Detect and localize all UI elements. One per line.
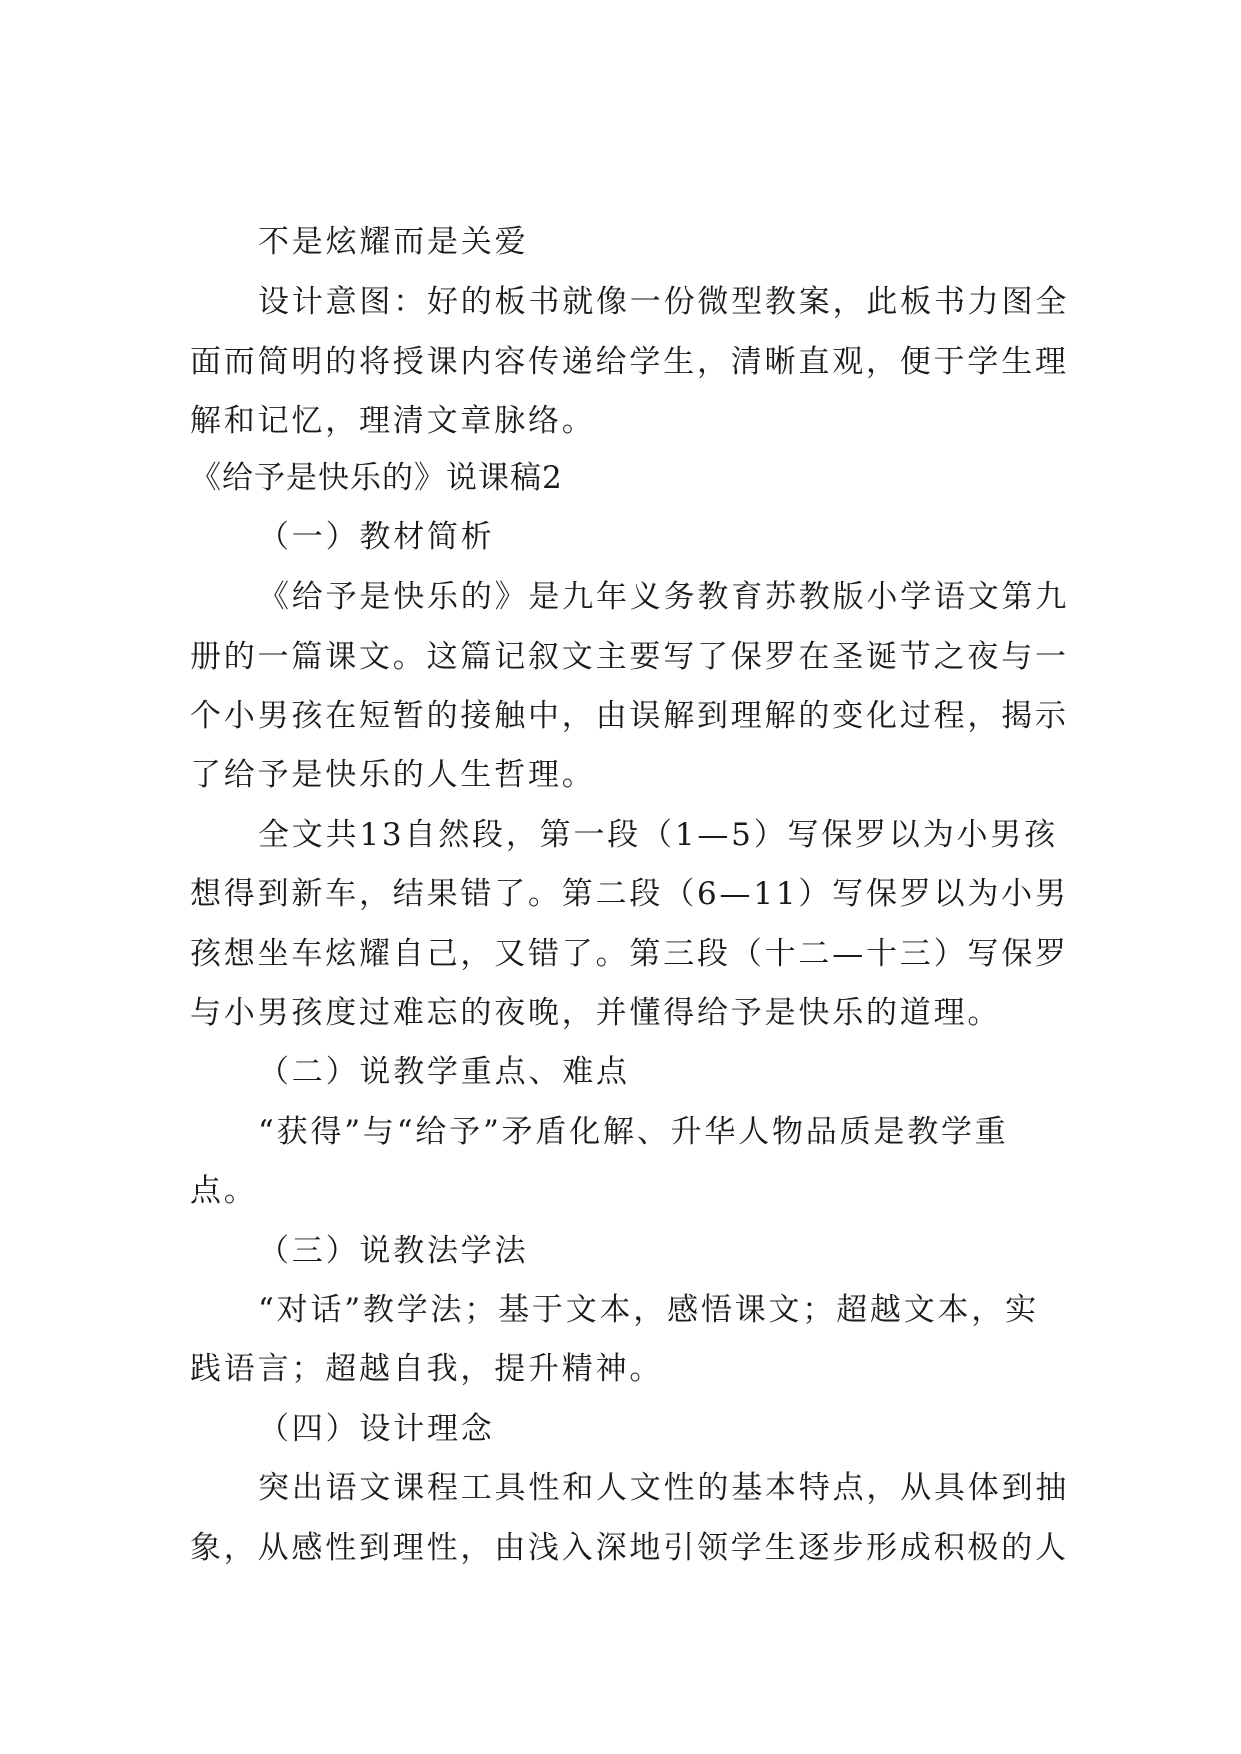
paragraph-line: “对话”教学法；基于文本，感悟课文；超越文本，实	[258, 1292, 1039, 1328]
section-heading: （二）说教学重点、难点	[258, 1054, 630, 1090]
paragraph-line: 点。	[190, 1173, 258, 1209]
section-heading: （一）教材简析	[258, 519, 495, 555]
paragraph-line: 册的一篇课文。这篇记叙文主要写了保罗在圣诞节之夜与一	[190, 639, 1069, 675]
paragraph-line: 全文共13自然段，第一段（1—5）写保罗以为小男孩	[258, 817, 1058, 853]
paragraph-line: 面而简明的将授课内容传递给学生，清晰直观，便于学生理	[190, 344, 1069, 380]
section-title: 《给予是快乐的》说课稿2	[190, 460, 563, 496]
paragraph-line: “获得”与“给予”矛盾化解、升华人物品质是教学重	[258, 1114, 1009, 1150]
paragraph-line: 象，从感性到理性，由浅入深地引领学生逐步形成积极的人	[190, 1530, 1069, 1566]
paragraph-line: 孩想坐车炫耀自己，又错了。第三段（十二—十三）写保罗	[190, 936, 1069, 972]
paragraph-line: 突出语文课程工具性和人文性的基本特点，从具体到抽	[258, 1470, 1070, 1506]
document-page	[190, 0, 1070, 1754]
section-heading: （三）说教法学法	[258, 1233, 529, 1269]
paragraph-line: 个小男孩在短暂的接触中，由误解到理解的变化过程，揭示	[190, 698, 1069, 734]
paragraph-line: 了给予是快乐的人生哲理。	[190, 757, 596, 793]
paragraph-line: 践语言；超越自我，提升精神。	[190, 1351, 664, 1387]
paragraph-line: 与小男孩度过难忘的夜晚，并懂得给予是快乐的道理。	[190, 995, 1002, 1031]
section-heading: （四）设计理念	[258, 1411, 495, 1447]
paragraph-line: 设计意图：好的板书就像一份微型教案，此板书力图全	[258, 284, 1070, 320]
paragraph-line: 《给予是快乐的》是九年义务教育苏教版小学语文第九	[258, 579, 1070, 615]
paragraph-line: 想得到新车，结果错了。第二段（6—11）写保罗以为小男	[190, 876, 1069, 912]
paragraph-line: 解和记忆，理清文章脉络。	[190, 403, 596, 439]
paragraph-line: 不是炫耀而是关爱	[258, 224, 529, 260]
